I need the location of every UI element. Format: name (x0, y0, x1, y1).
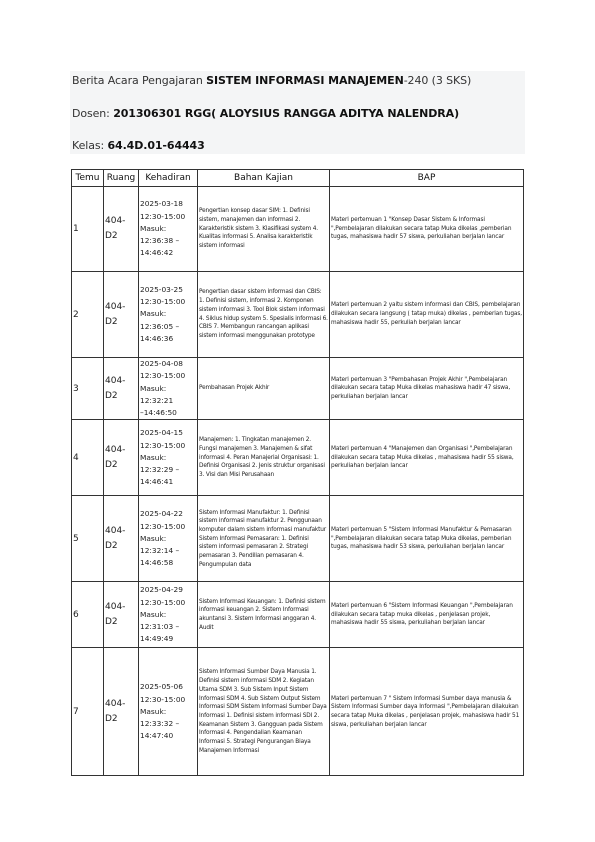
table-header-row (72, 170, 524, 187)
column-header-bap: BAP (330, 170, 524, 187)
attendance-schedule: 12:30-15:00 (140, 371, 186, 381)
study-material-cell: Sistem Informasi Keuangan: 1. Definisi sistem informasi keuangan 2. Sistem Informasi akuntansi 3. Sistem Informasi anggaran 4. Audit (198, 582, 330, 648)
study-material-cell: Pengertian dasar sistem informasi dan CBIS: 1. Definisi sistem, informasi 2. Komponen sistem informasi 3. Tool Blok sistem informasi 4. Siklus hidup system 5. Spesialis informasi 6. CBIS 7. Membangun rancangan aplikasi sistem informasi menggunakan prototype (198, 272, 330, 358)
bap-cell: Materi pertemuan 7 " Sistem Informasi Sumber daya manusia & Sistem Informasi Sumber daya Informasi ",Pembelajaran dilakukan secara tatap Muka dikelas , penjelasan projek, mahasiswa hadir 51 siswa, perkuliahan berjalan lancar (330, 648, 524, 776)
attendance-cell (139, 358, 198, 420)
lecturer-line (72, 107, 459, 120)
attendance-time-out: 14:47:40 (140, 731, 174, 741)
table-row (72, 582, 524, 648)
bap-cell: Materi pertemuan 2 yaitu sistem informasi dan CBIS, pembelajaran dilakukan secara langsung ( tatap muka) dikelas , pemberian tugas, mahasiswa hadir 55, perkuliah berjalan lancar (330, 272, 524, 358)
meeting-number: 3 (72, 358, 104, 420)
attendance-date: 2025-04-15 (140, 428, 183, 438)
attendance-time-in: 12:36:05 – (140, 321, 180, 331)
room-cell: 404-D2 (104, 582, 139, 648)
table-row (72, 358, 524, 420)
course-title-line (72, 74, 471, 87)
study-material-cell: Pengertian konsep dasar SIM: 1. Definisi sistem, manajemen dan informasi 2. Karakteristik sistem 3. Klasifikasi system 4. Kualitas informasi 5. Analisa karakteristik sistem informasi (198, 187, 330, 272)
attendance-schedule: 12:30-15:00 (140, 440, 186, 450)
attendance-cell (139, 648, 198, 776)
attendance-date: 2025-05-06 (140, 682, 183, 692)
meeting-number: 1 (72, 187, 104, 272)
attendance-schedule: 12:30-15:00 (140, 521, 186, 531)
attendance-cell (139, 187, 198, 272)
study-material-cell: Manajemen: 1. Tingkatan manajemen 2. Fungsi manajemen 3. Manajemen & sifat informasi 4. Peran Manajerial Organisasi: 1. Definisi Organisasi 2. Jenis struktur organisasi 3. Visi dan Misi Perusahaan (198, 420, 330, 496)
attendance-cell (139, 496, 198, 582)
attendance-time-in: 12:36:38 – (140, 236, 180, 246)
attendance-label: Masuk: (140, 309, 167, 319)
meeting-number: 4 (72, 420, 104, 496)
attendance-time-out: 14:46:36 (140, 333, 174, 343)
attendance-date: 2025-04-29 (140, 585, 183, 595)
bap-cell: Materi pertemuan 6 "Sistem Informasi Keuangan ",Pembelajaran dilakukan secara tatap muka dikelas , penjelasan projek, mahasiswa hadir 55 siswa, perkuliahan berjalan lancar (330, 582, 524, 648)
class-label: Kelas: (72, 139, 108, 152)
attendance-schedule: 12:30-15:00 (140, 211, 186, 221)
study-material-cell: Sistem Informasi Sumber Daya Manusia 1. Definisi sistem informasi SDM 2. Kegiatan Utama SDM 3. Sub Sistem Input Sistem Informasi SDM 4. Sub Sistem Output Sistem Informasi SDM Sistem Informasi Sumber Daya Informasi 1. Definisi sistem informasi SDI 2. Keamanan Sistem 3. Gangguan pada Sistem Informasi 4. Pengendalian Keamanan Informasi 5. Strategi Pengurangan Biaya Manajemen Informasi (198, 648, 330, 776)
class-line (72, 139, 205, 152)
column-header-temu: Temu (72, 170, 104, 187)
attendance-label: Masuk: (140, 706, 167, 716)
attendance-label: Masuk: (140, 609, 167, 619)
attendance-label: Masuk: (140, 223, 167, 233)
meeting-number: 2 (72, 272, 104, 358)
attendance-cell (139, 420, 198, 496)
attendance-time-out: 14:49:49 (140, 634, 174, 644)
column-header-bahan-kajian: Bahan Kajian (198, 170, 330, 187)
attendance-time-out: 14:46:58 (140, 558, 174, 568)
room-cell: 404-D2 (104, 187, 139, 272)
column-header-kehadiran: Kehadiran (139, 170, 198, 187)
course-name: SISTEM INFORMASI MANAJEMEN (206, 74, 404, 87)
table-row (72, 648, 524, 776)
room-cell: 404-D2 (104, 648, 139, 776)
lecturer-name: 201306301 RGG( ALOYSIUS RANGGA ADITYA NALENDRA) (113, 107, 460, 120)
attendance-time-in: 12:32:14 – (140, 546, 180, 556)
attendance-cell (139, 272, 198, 358)
attendance-time-out: 14:46:41 (140, 477, 174, 487)
attendance-date: 2025-03-25 (140, 284, 183, 294)
course-code: -240 (3 SKS) (403, 74, 472, 87)
meeting-number: 6 (72, 582, 104, 648)
room-cell: 404-D2 (104, 420, 139, 496)
table-row (72, 187, 524, 272)
class-code: 64.4D.01-64443 (107, 139, 205, 152)
course-title-prefix: Berita Acara Pengajaran (72, 74, 207, 87)
attendance-cell (139, 582, 198, 648)
lecturer-label: Dosen: (72, 107, 114, 120)
room-cell: 404-D2 (104, 272, 139, 358)
bap-cell: Materi pertemuan 4 "Manajemen dan Organisasi ",Pembelajaran dilakukan secara tatap Muka dikelas , mahasiswa hadir 55 siswa, perkuliahan berjalan lancar (330, 420, 524, 496)
attendance-label: Masuk: (140, 533, 167, 543)
table-row (72, 272, 524, 358)
room-cell: 404-D2 (104, 358, 139, 420)
attendance-date: 2025-03-18 (140, 199, 183, 209)
attendance-time-out: 14:46:42 (140, 248, 174, 258)
attendance-time-in: 12:33:32 – (140, 719, 180, 729)
table-row (72, 420, 524, 496)
teaching-record-table (71, 169, 524, 776)
attendance-time-in: 12:32:29 – (140, 465, 180, 475)
attendance-time-out: –14:46:50 (140, 408, 177, 418)
attendance-date: 2025-04-22 (140, 509, 183, 519)
attendance-date: 2025-04-08 (140, 359, 183, 368)
bap-cell: Materi pertemuan 1 "Konsep Dasar Sistem & Informasi ",Pembelajaran dilakukan secara tatap Muka dikelas ,pemberian tugas, mahasiswa hadir 57 siswa, perkuliahan berjalan lancar (330, 187, 524, 272)
attendance-label: Masuk: 12:32:21 (140, 383, 174, 405)
attendance-schedule: 12:30-15:00 (140, 694, 186, 704)
study-material-cell: Sistem Informasi Manufaktur: 1. Definisi sistem informasi manufaktur 2. Penggunaan komputer dalam sistem informasi manufaktur Sistem Informasi Pemasaran: 1. Definisi sistem informasi pemasaran 2. Strategi pemasaran 3. Pendilian pemasaran 4. Pengumpulan data (198, 496, 330, 582)
study-material-cell: Pembahasan Projek Akhir (198, 358, 330, 420)
attendance-time-in: 12:31:03 – (140, 622, 180, 632)
room-cell: 404-D2 (104, 496, 139, 582)
attendance-schedule: 12:30-15:00 (140, 297, 186, 307)
bap-cell: Materi pertemuan 5 "Sistem Informasi Manufaktur & Pemasaran ",Pembelajaran dilakukan secara tatap Muka dikelas, pemberian tugas, mahasiswa hadir 53 siswa, perkuliahan berjalan lancar (330, 496, 524, 582)
meeting-number: 5 (72, 496, 104, 582)
table-row (72, 496, 524, 582)
attendance-schedule: 12:30-15:00 (140, 597, 186, 607)
column-header-ruang: Ruang (104, 170, 139, 187)
attendance-label: Masuk: (140, 452, 167, 462)
bap-cell: Materi pertemuan 3 "Pembahasan Projek Akhir ",Pembelajaran dilakukan secara tatap Muka dikelas mahasiswa hadir 47 siswa, perkuliahan berjalan lancar (330, 358, 524, 420)
meeting-number: 7 (72, 648, 104, 776)
